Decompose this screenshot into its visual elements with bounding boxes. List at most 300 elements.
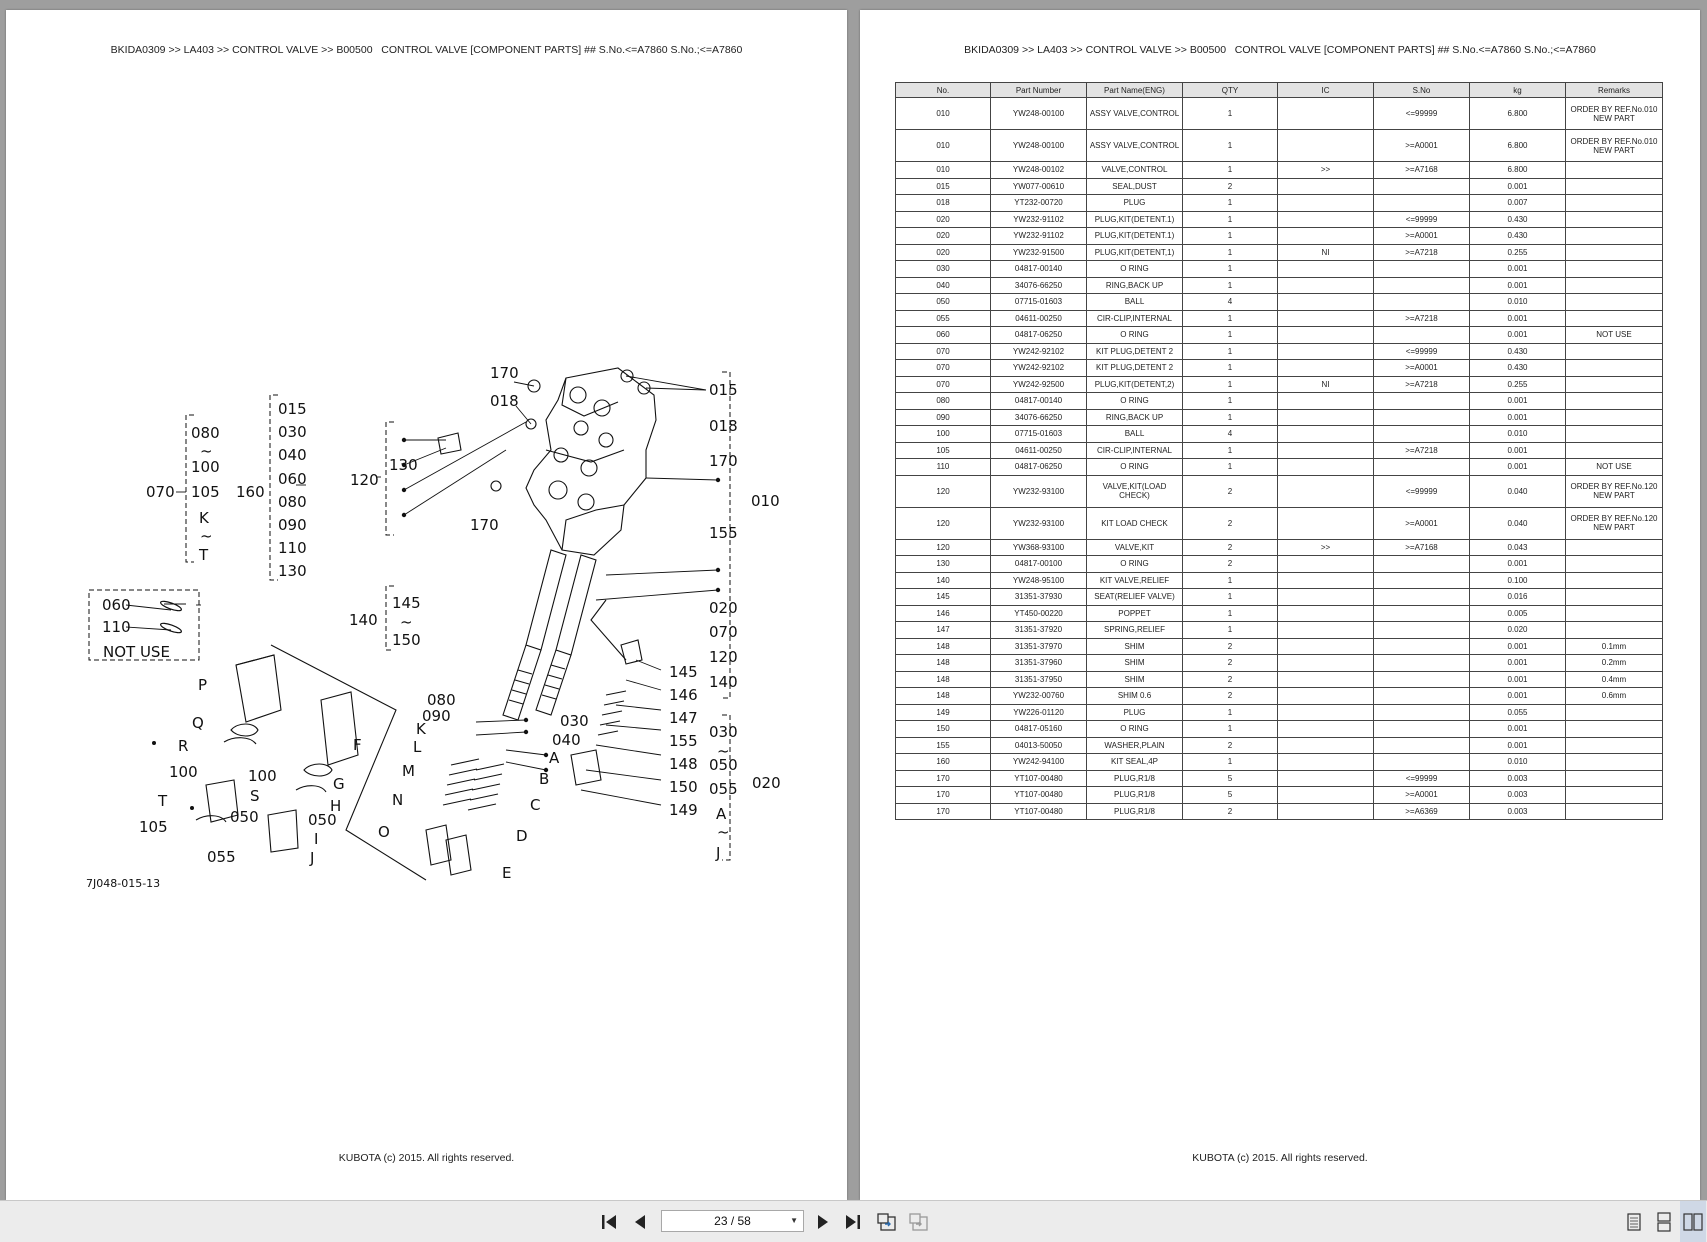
table-cell: VALVE,KIT(LOAD CHECK): [1087, 475, 1183, 507]
table-cell: 1: [1183, 228, 1278, 245]
callout-label: 100: [191, 458, 220, 476]
table-cell: 0.001: [1470, 671, 1566, 688]
table-cell: [1278, 770, 1374, 787]
callout-label: 018: [709, 417, 738, 435]
table-cell: [1278, 310, 1374, 327]
callout-label: 145: [669, 663, 698, 681]
table-cell: 0.001: [1470, 442, 1566, 459]
table-cell: KIT LOAD CHECK: [1087, 507, 1183, 539]
table-row: [896, 459, 1663, 476]
table-row: [896, 409, 1663, 426]
callout-label: P: [198, 676, 208, 694]
table-row: [896, 688, 1663, 705]
table-row: [896, 572, 1663, 589]
table-row: [896, 605, 1663, 622]
callout-label: B: [539, 770, 550, 788]
table-cell: [1278, 605, 1374, 622]
table-row: [896, 622, 1663, 639]
table-cell: 010: [896, 162, 991, 179]
table-cell: 050: [896, 294, 991, 311]
table-cell: 2: [1183, 655, 1278, 672]
parts-table: [895, 82, 1663, 820]
callout-label: H: [330, 797, 342, 815]
column-header: Part Number: [991, 83, 1087, 98]
table-cell: [1566, 310, 1663, 327]
callout-label: 010: [751, 492, 780, 510]
table-cell: 070: [896, 343, 991, 360]
table-cell: KIT PLUG,DETENT 2: [1087, 343, 1183, 360]
table-cell: SHIM: [1087, 671, 1183, 688]
not-use-label: NOT USE: [103, 643, 170, 661]
table-cell: 130: [896, 556, 991, 573]
callout-label: R: [178, 737, 189, 755]
table-cell: ASSY VALVE,CONTROL: [1087, 130, 1183, 162]
table-cell: 148: [896, 638, 991, 655]
table-cell: >=A0001: [1374, 360, 1470, 377]
table-cell: 1: [1183, 310, 1278, 327]
table-row: [896, 195, 1663, 212]
table-cell: [1374, 277, 1470, 294]
table-cell: [1374, 327, 1470, 344]
page-left: [6, 10, 847, 1200]
callout-label: 160: [236, 483, 265, 501]
table-cell: [1278, 507, 1374, 539]
table-cell: 2: [1183, 688, 1278, 705]
table-cell: O RING: [1087, 721, 1183, 738]
table-cell: [1278, 475, 1374, 507]
callout-label: N: [392, 791, 404, 809]
go-forward-icon[interactable]: [906, 1201, 932, 1242]
page-indicator: 23 / 58: [714, 1214, 751, 1228]
table-row: [896, 360, 1663, 377]
table-cell: 1: [1183, 589, 1278, 606]
callout-label: 149: [669, 801, 698, 819]
table-cell: >=A7168: [1374, 539, 1470, 556]
table-cell: 148: [896, 671, 991, 688]
page-header: BKIDA0309 >> LA403 >> CONTROL VALVE >> B00500 CONTROL VALVE [COMPONENT PARTS] ## S.No.<=A7860 S.No.;<=A7860: [110, 44, 743, 56]
table-cell: >=A7218: [1374, 310, 1470, 327]
callout-label: 105: [191, 483, 220, 501]
callout-label: 080: [191, 424, 220, 442]
callout-label: 110: [102, 618, 131, 636]
table-cell: >=A7218: [1374, 244, 1470, 261]
callout-label: 148: [669, 755, 698, 773]
table-row: [896, 343, 1663, 360]
table-cell: [1278, 294, 1374, 311]
table-cell: YT450-00220: [991, 605, 1087, 622]
callout-label: 040: [552, 731, 581, 749]
callout-label: 150: [669, 778, 698, 796]
table-cell: 04817-00140: [991, 393, 1087, 410]
table-cell: PLUG,R1/8: [1087, 770, 1183, 787]
callout-label: 155: [709, 524, 738, 542]
table-cell: [1374, 754, 1470, 771]
callout-label: 080: [427, 691, 456, 709]
callout-label: 080: [278, 493, 307, 511]
table-cell: >=A7218: [1374, 376, 1470, 393]
table-cell: KIT SEAL,4P: [1087, 754, 1183, 771]
table-cell: 1: [1183, 459, 1278, 476]
table-cell: <=99999: [1374, 770, 1470, 787]
column-header: kg: [1470, 83, 1566, 98]
callout-label: 140: [709, 673, 738, 691]
table-cell: 5: [1183, 787, 1278, 804]
table-cell: 040: [896, 277, 991, 294]
table-cell: 2: [1183, 556, 1278, 573]
table-cell: [1566, 704, 1663, 721]
table-cell: 04817-00140: [991, 261, 1087, 278]
callout-label: 015: [709, 381, 738, 399]
callout-label: J: [310, 849, 315, 867]
table-cell: [1374, 195, 1470, 212]
table-cell: 105: [896, 442, 991, 459]
table-cell: 1: [1183, 622, 1278, 639]
table-cell: 2: [1183, 507, 1278, 539]
table-cell: [1566, 754, 1663, 771]
table-cell: [1278, 211, 1374, 228]
table-cell: [1566, 294, 1663, 311]
table-cell: 140: [896, 572, 991, 589]
table-cell: [1278, 178, 1374, 195]
table-cell: >=A0001: [1374, 507, 1470, 539]
first-page-icon[interactable]: [597, 1201, 621, 1242]
table-row: [896, 704, 1663, 721]
callout-label: L: [413, 738, 422, 756]
table-cell: 0.001: [1470, 721, 1566, 738]
table-cell: 0.010: [1470, 426, 1566, 443]
table-cell: [1566, 343, 1663, 360]
table-cell: 0.001: [1470, 459, 1566, 476]
table-cell: 04611-00250: [991, 310, 1087, 327]
table-cell: 090: [896, 409, 991, 426]
table-cell: YT232-00720: [991, 195, 1087, 212]
callout-label: 120: [350, 471, 379, 489]
table-cell: RING,BACK UP: [1087, 277, 1183, 294]
table-cell: 0.043: [1470, 539, 1566, 556]
callout-label: I: [314, 830, 319, 848]
go-back-icon[interactable]: [874, 1201, 900, 1242]
table-cell: [1374, 294, 1470, 311]
table-row: [896, 589, 1663, 606]
table-cell: KIT VALVE,RELIEF: [1087, 572, 1183, 589]
table-cell: [1374, 589, 1470, 606]
table-cell: 145: [896, 589, 991, 606]
single-page-icon[interactable]: [1622, 1201, 1646, 1242]
chevron-down-icon[interactable]: ▼: [790, 1216, 798, 1225]
table-cell: 055: [896, 310, 991, 327]
table-cell: [1278, 459, 1374, 476]
table-row: [896, 178, 1663, 195]
table-cell: 0.001: [1470, 688, 1566, 705]
callout-label: M: [402, 762, 415, 780]
table-cell: 0.010: [1470, 294, 1566, 311]
table-cell: 120: [896, 507, 991, 539]
table-row: [896, 310, 1663, 327]
table-row: [896, 556, 1663, 573]
table-cell: 2: [1183, 475, 1278, 507]
table-cell: 1: [1183, 244, 1278, 261]
table-cell: 0.003: [1470, 787, 1566, 804]
table-cell: 07715-01603: [991, 426, 1087, 443]
column-header: Part Name(ENG): [1087, 83, 1183, 98]
callout-label: K: [199, 509, 209, 527]
table-cell: 31351-37930: [991, 589, 1087, 606]
table-cell: VALVE,KIT: [1087, 539, 1183, 556]
table-row: [896, 475, 1663, 507]
table-cell: 160: [896, 754, 991, 771]
table-cell: >>: [1278, 162, 1374, 179]
table-cell: [1374, 671, 1470, 688]
table-cell: [1374, 688, 1470, 705]
table-cell: <=99999: [1374, 343, 1470, 360]
table-cell: [1566, 409, 1663, 426]
table-cell: 31351-37950: [991, 671, 1087, 688]
table-cell: 1: [1183, 605, 1278, 622]
table-cell: >=A7168: [1374, 162, 1470, 179]
table-cell: [1566, 737, 1663, 754]
table-cell: ASSY VALVE,CONTROL: [1087, 98, 1183, 130]
table-cell: 1: [1183, 261, 1278, 278]
table-cell: 110: [896, 459, 991, 476]
table-cell: [1278, 228, 1374, 245]
callout-label: ~: [400, 613, 413, 631]
table-cell: PLUG: [1087, 195, 1183, 212]
table-cell: YW368-93100: [991, 539, 1087, 556]
table-cell: RING,BACK UP: [1087, 409, 1183, 426]
table-cell: [1278, 589, 1374, 606]
table-row: [896, 655, 1663, 672]
table-cell: [1278, 442, 1374, 459]
table-cell: 149: [896, 704, 991, 721]
table-row: [896, 277, 1663, 294]
table-row: [896, 442, 1663, 459]
table-cell: 1: [1183, 277, 1278, 294]
table-cell: [1566, 589, 1663, 606]
table-cell: >=A0001: [1374, 228, 1470, 245]
table-cell: [1374, 426, 1470, 443]
callout-label: 110: [278, 539, 307, 557]
callout-label: 120: [709, 648, 738, 666]
table-cell: 5: [1183, 770, 1278, 787]
table-cell: POPPET: [1087, 605, 1183, 622]
table-row: [896, 98, 1663, 130]
table-cell: 1: [1183, 442, 1278, 459]
table-cell: [1566, 770, 1663, 787]
callout-label: 150: [392, 631, 421, 649]
table-cell: SPRING,RELIEF: [1087, 622, 1183, 639]
callout-label: K: [416, 720, 426, 738]
table-cell: [1374, 409, 1470, 426]
continuous-icon[interactable]: [1652, 1201, 1676, 1242]
table-cell: [1374, 605, 1470, 622]
table-cell: 2: [1183, 671, 1278, 688]
table-cell: PLUG,KIT(DETENT,2): [1087, 376, 1183, 393]
column-header: No.: [896, 83, 991, 98]
table-cell: 0.430: [1470, 360, 1566, 377]
table-cell: [1278, 638, 1374, 655]
table-cell: 060: [896, 327, 991, 344]
table-cell: 015: [896, 178, 991, 195]
table-cell: NI: [1278, 244, 1374, 261]
table-cell: CIR-CLIP,INTERNAL: [1087, 442, 1183, 459]
table-cell: 2: [1183, 803, 1278, 820]
callout-label: ~: [717, 742, 730, 760]
table-cell: 0.020: [1470, 622, 1566, 639]
table-cell: 0.001: [1470, 178, 1566, 195]
table-cell: [1566, 261, 1663, 278]
table-cell: [1566, 393, 1663, 410]
table-cell: 4: [1183, 426, 1278, 443]
table-cell: YW248-00102: [991, 162, 1087, 179]
callout-label: 055: [709, 780, 738, 798]
callout-label: A: [716, 805, 727, 823]
table-row: [896, 228, 1663, 245]
table-cell: [1374, 737, 1470, 754]
callout-label: 030: [560, 712, 589, 730]
table-header-row: [896, 83, 1663, 98]
table-cell: YW248-00100: [991, 98, 1087, 130]
table-cell: 155: [896, 737, 991, 754]
table-row: [896, 721, 1663, 738]
callout-label: A: [549, 749, 560, 767]
callout-label: 130: [278, 562, 307, 580]
table-cell: PLUG,KIT(DETENT.1): [1087, 228, 1183, 245]
table-cell: [1566, 211, 1663, 228]
table-row: [896, 539, 1663, 556]
table-cell: [1566, 162, 1663, 179]
callout-label: 147: [669, 709, 698, 727]
table-cell: [1278, 754, 1374, 771]
table-cell: 147: [896, 622, 991, 639]
table-cell: 34076-66250: [991, 409, 1087, 426]
table-cell: O RING: [1087, 393, 1183, 410]
two-page-icon[interactable]: [1680, 1201, 1706, 1242]
table-cell: 1: [1183, 195, 1278, 212]
table-cell: 1: [1183, 754, 1278, 771]
table-cell: <=99999: [1374, 475, 1470, 507]
table-cell: SHIM: [1087, 655, 1183, 672]
table-cell: 6.800: [1470, 98, 1566, 130]
table-cell: [1566, 426, 1663, 443]
callout-label: 090: [422, 707, 451, 725]
table-cell: 100: [896, 426, 991, 443]
table-cell: 1: [1183, 162, 1278, 179]
table-cell: 0.001: [1470, 277, 1566, 294]
callout-label: 060: [102, 596, 131, 614]
table-cell: 0.001: [1470, 310, 1566, 327]
callout-label: 140: [349, 611, 378, 629]
table-cell: [1278, 737, 1374, 754]
table-cell: ORDER BY REF.No.120 NEW PART: [1566, 507, 1663, 539]
table-row: [896, 737, 1663, 754]
table-cell: NOT USE: [1566, 327, 1663, 344]
page-number-input[interactable]: [661, 1210, 804, 1232]
table-cell: 1: [1183, 376, 1278, 393]
table-cell: 0.007: [1470, 195, 1566, 212]
table-cell: PLUG: [1087, 704, 1183, 721]
table-cell: 0.1mm: [1566, 638, 1663, 655]
table-cell: [1278, 556, 1374, 573]
table-cell: [1278, 327, 1374, 344]
callout-label: 105: [139, 818, 168, 836]
table-cell: [1278, 704, 1374, 721]
table-cell: [1278, 803, 1374, 820]
table-cell: 070: [896, 360, 991, 377]
table-cell: YW226-01120: [991, 704, 1087, 721]
table-cell: NI: [1278, 376, 1374, 393]
next-page-icon[interactable]: [811, 1201, 835, 1242]
table-cell: YW232-93100: [991, 475, 1087, 507]
table-cell: PLUG,KIT(DETENT.1): [1087, 211, 1183, 228]
table-cell: PLUG,R1/8: [1087, 803, 1183, 820]
table-cell: BALL: [1087, 294, 1183, 311]
table-cell: [1278, 277, 1374, 294]
table-cell: [1566, 572, 1663, 589]
table-cell: 0.003: [1470, 770, 1566, 787]
callout-label: 020: [709, 599, 738, 617]
callout-label: E: [502, 864, 512, 882]
prev-page-icon[interactable]: [628, 1201, 652, 1242]
table-cell: 1: [1183, 211, 1278, 228]
table-row: [896, 244, 1663, 261]
table-cell: [1374, 655, 1470, 672]
table-cell: [1566, 178, 1663, 195]
table-cell: 1: [1183, 98, 1278, 130]
table-cell: WASHER,PLAIN: [1087, 737, 1183, 754]
table-cell: 04817-06250: [991, 459, 1087, 476]
table-cell: 120: [896, 475, 991, 507]
table-cell: KIT PLUG,DETENT 2: [1087, 360, 1183, 377]
table-cell: YT107-00480: [991, 787, 1087, 804]
table-row: [896, 426, 1663, 443]
table-cell: <=99999: [1374, 211, 1470, 228]
table-cell: YT107-00480: [991, 770, 1087, 787]
table-cell: 04817-06250: [991, 327, 1087, 344]
table-cell: [1566, 622, 1663, 639]
table-cell: SHIM: [1087, 638, 1183, 655]
table-cell: VALVE,CONTROL: [1087, 162, 1183, 179]
column-header: Remarks: [1566, 83, 1663, 98]
callout-label: G: [333, 775, 345, 793]
table-cell: 0.001: [1470, 638, 1566, 655]
table-cell: [1374, 572, 1470, 589]
table-cell: 04611-00250: [991, 442, 1087, 459]
callout-label: 018: [490, 392, 519, 410]
callout-label: 055: [207, 848, 236, 866]
table-cell: 1: [1183, 343, 1278, 360]
table-cell: SEAT(RELIEF VALVE): [1087, 589, 1183, 606]
table-cell: 6.800: [1470, 130, 1566, 162]
callout-label: O: [378, 823, 390, 841]
table-cell: 080: [896, 393, 991, 410]
callout-label: 100: [248, 767, 277, 785]
column-header: S.No: [1374, 83, 1470, 98]
table-cell: 0.010: [1470, 754, 1566, 771]
table-cell: [1278, 671, 1374, 688]
table-cell: 04817-05160: [991, 721, 1087, 738]
last-page-icon[interactable]: [841, 1201, 865, 1242]
table-row: [896, 754, 1663, 771]
table-cell: [1374, 721, 1470, 738]
table-cell: 2: [1183, 178, 1278, 195]
callout-label: 040: [278, 446, 307, 464]
page-footer: KUBOTA (c) 2015. All rights reserved.: [1192, 1152, 1368, 1164]
table-cell: BALL: [1087, 426, 1183, 443]
table-cell: YW242-92500: [991, 376, 1087, 393]
callout-label: 100: [169, 763, 198, 781]
table-cell: [1278, 721, 1374, 738]
table-cell: [1278, 261, 1374, 278]
